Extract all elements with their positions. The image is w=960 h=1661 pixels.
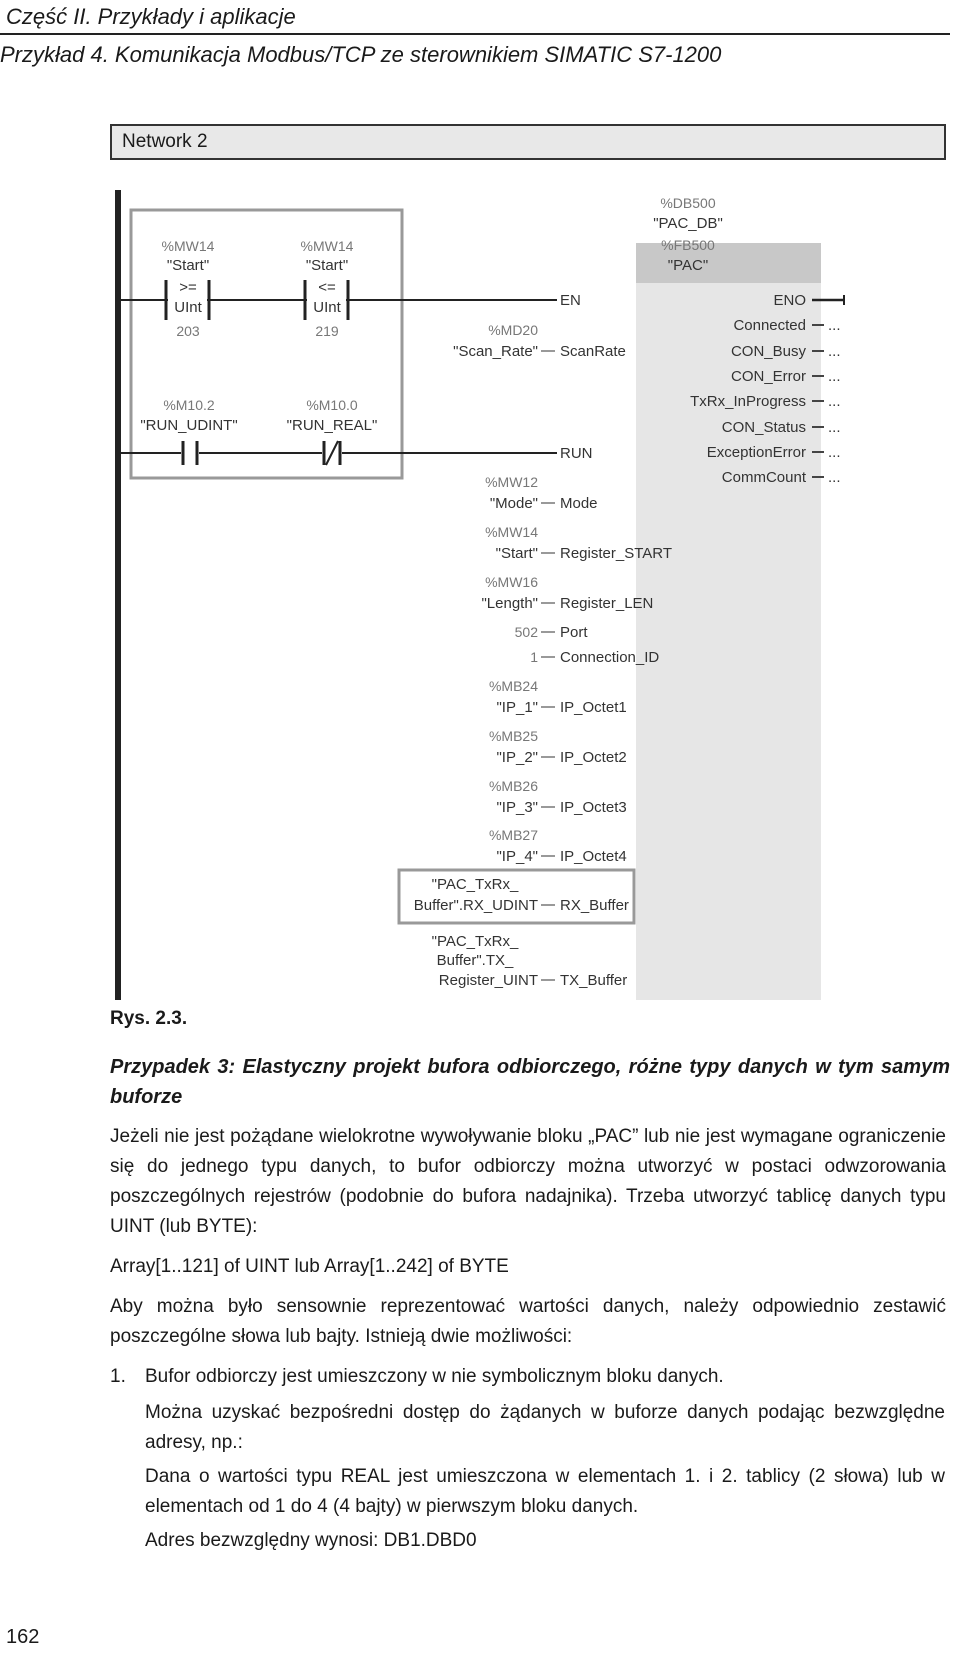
param-addr-scanrate: %MD20 [488, 322, 538, 338]
db-name: "PAC_DB" [653, 215, 723, 232]
paragraph-3: Aby można było sensownie reprezentować wartości danych, należy odpowiednio zestawić poszczególne słowa lub bajty. Istnieją dwie możliwości: [110, 1296, 946, 1347]
fb-addr: %FB500 [661, 237, 715, 253]
contact3-addr: %M10.2 [163, 397, 215, 413]
array-definition: Array[1..121] of UINT lub Array[1..242] of BYTE [110, 1256, 509, 1277]
param-name-port: 502 [514, 624, 538, 640]
txbuffer-line2: Buffer".TX_ [436, 952, 514, 969]
param-addr-ip-octet3: %MB26 [488, 778, 538, 794]
param-addr-register-len: %MW16 [485, 574, 538, 590]
output-ellipsis: ... [828, 317, 841, 334]
pin-con-busy: CON_Busy [730, 343, 806, 360]
pin-exceptionerror: ExceptionError [706, 444, 806, 461]
paragraph-4: Można uzyskać bezpośredni dostęp do żądanych w buforze danych podając bezwzględne adresy, np.: [145, 1402, 945, 1453]
section-title: Przypadek 3: Elastyczny projekt bufora odbiorczego, różne typy danych w tym samym buforze [110, 1056, 950, 1108]
param-name-ip-octet2: "IP_2" [496, 749, 538, 766]
figure-caption: Rys. 2.3. [110, 1008, 188, 1029]
pin-rx-buffer: RX_Buffer [560, 897, 629, 914]
param-addr-ip-octet4: %MB27 [488, 827, 538, 843]
param-addr-ip-octet2: %MB25 [488, 728, 538, 744]
param-addr-mode: %MW12 [485, 474, 538, 490]
pin-mode: Mode [560, 495, 598, 512]
param-name-mode: "Mode" [489, 495, 538, 512]
pin-scanrate: ScanRate [560, 343, 626, 360]
pin-ip-octet4: IP_Octet4 [560, 848, 627, 865]
part-header: Część II. Przykłady i aplikacje [6, 4, 296, 29]
paragraph-5: Dana o wartości typu REAL jest umieszczona w elementach 1. i 2. tablicy (2 słowa) lub w elementach od 1 do 4 (4 bajty) w pierwszym bloku danych. [145, 1466, 945, 1517]
pin-register-start: Register_START [560, 545, 672, 562]
pin-register-len: Register_LEN [560, 595, 654, 612]
pin-con-error: CON_Error [730, 368, 806, 385]
param-name-ip-octet3: "IP_3" [496, 799, 538, 816]
txbuffer-line1: "PAC_TxRx_ [431, 933, 519, 950]
pin-run: RUN [560, 445, 593, 462]
output-ellipsis: ... [828, 393, 841, 410]
pin-ip-octet3: IP_Octet3 [560, 799, 627, 816]
contact4-name: "RUN_REAL" [286, 417, 378, 434]
list-item-1: Bufor odbiorczy jest umieszczony w nie symbolicznym bloku danych. [145, 1366, 724, 1387]
page-number: 162 [6, 1626, 40, 1648]
rxbuffer-line2: Buffer".RX_UDINT [413, 897, 538, 914]
contact2-addr: %MW14 [300, 238, 354, 254]
pin-en: EN [560, 292, 581, 309]
contact3-name: "RUN_UDINT" [140, 417, 238, 434]
pin-ip-octet2: IP_Octet2 [560, 749, 627, 766]
output-ellipsis: ... [828, 444, 841, 461]
pin-txrx-inprogress: TxRx_InProgress [690, 393, 806, 410]
param-name-ip-octet4: "IP_4" [496, 848, 538, 865]
pin-connected: Connected [733, 317, 806, 334]
param-name-register-start: "Start" [495, 545, 538, 562]
contact1-name: "Start" [166, 257, 210, 274]
fb-name: "PAC" [667, 257, 709, 274]
power-rail [115, 190, 121, 1000]
txbuffer-line3: Register_UINT [438, 972, 538, 989]
contact1-type: UInt [174, 299, 202, 316]
param-name-scanrate: "Scan_Rate" [453, 343, 538, 360]
rxbuffer-line1: "PAC_TxRx_ [431, 876, 519, 893]
pin-connection-id: Connection_ID [560, 649, 660, 666]
contact2-op: <= [318, 279, 336, 296]
pin-con-status: CON_Status [721, 419, 806, 436]
paragraph-6: Adres bezwzględny wynosi: DB1.DBD0 [145, 1530, 477, 1551]
pin-tx-buffer: TX_Buffer [560, 972, 628, 989]
example-header: Przykład 4. Komunikacja Modbus/TCP ze sterownikiem SIMATIC S7-1200 [0, 42, 722, 67]
contact2-name: "Start" [305, 257, 349, 274]
contact4-addr: %M10.0 [306, 397, 358, 413]
param-name-register-len: "Length" [481, 595, 538, 612]
param-addr-ip-octet1: %MB24 [488, 678, 538, 694]
pin-eno: ENO [773, 292, 806, 309]
contact1-value: 203 [176, 323, 200, 339]
pin-commcount: CommCount [721, 469, 806, 486]
contact1-op: >= [179, 279, 197, 296]
output-ellipsis: ... [828, 343, 841, 360]
pin-ip-octet1: IP_Octet1 [560, 699, 627, 716]
list-number: 1. [110, 1366, 126, 1387]
db-addr: %DB500 [660, 195, 716, 211]
contact2-value: 219 [315, 323, 339, 339]
output-ellipsis: ... [828, 368, 841, 385]
contact1-addr: %MW14 [161, 238, 215, 254]
contact2-type: UInt [313, 299, 341, 316]
param-name-connection-id: 1 [530, 649, 538, 665]
pin-port: Port [560, 624, 588, 641]
output-ellipsis: ... [828, 419, 841, 436]
output-ellipsis: ... [828, 469, 841, 486]
param-addr-register-start: %MW14 [485, 524, 538, 540]
param-name-ip-octet1: "IP_1" [496, 699, 538, 716]
paragraph-1: Jeżeli nie jest pożądane wielokrotne wywoływanie bloku „PAC” lub nie jest wymagane ograniczenie się do jednego typu danych, to bufor odbiorczy można utworzyć w postaci odwzorowania poszczególnych rejestrów (podobnie do bufora nadajnika). Trzeba utworzyć tablicę danych typu UINT (lub BYTE): [110, 1126, 946, 1237]
network-title-bar: Network 2 [110, 124, 946, 160]
